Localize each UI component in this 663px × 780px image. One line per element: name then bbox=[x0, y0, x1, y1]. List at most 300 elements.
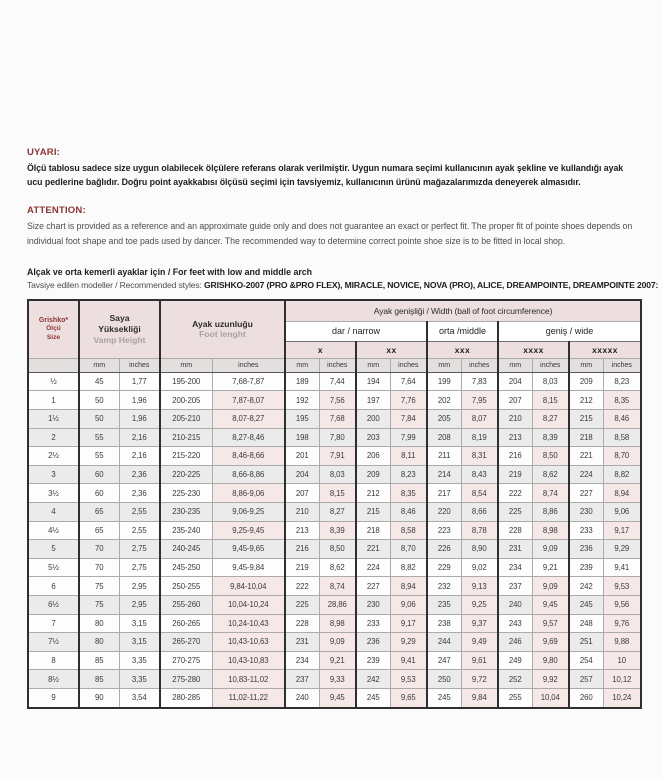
data-cell: 9,06-9,25 bbox=[212, 502, 285, 521]
size-cell: 6½ bbox=[28, 595, 79, 614]
data-cell: 229 bbox=[427, 558, 461, 577]
data-cell: 9,57 bbox=[532, 614, 569, 633]
size-cell: 4 bbox=[28, 502, 79, 521]
data-cell: 9,25 bbox=[461, 595, 498, 614]
styles-value: GRISHKO-2007 (PRO &PRO FLEX), MIRACLE, NOVICE, NOVA (PRO), ALICE, DREAMPOINTE, DREAMPOINTE 2007: bbox=[204, 279, 659, 290]
data-cell: 7,91 bbox=[319, 447, 356, 466]
data-cell: 2,75 bbox=[119, 558, 160, 577]
data-cell: 255-260 bbox=[160, 595, 212, 614]
data-cell: 235-240 bbox=[160, 521, 212, 540]
data-cell: 240 bbox=[498, 595, 532, 614]
data-cell: 227 bbox=[356, 577, 390, 596]
data-cell: 212 bbox=[569, 391, 603, 410]
data-cell: 250 bbox=[427, 670, 461, 689]
data-cell: 60 bbox=[79, 484, 119, 503]
data-cell: 2,95 bbox=[119, 595, 160, 614]
data-cell: 8,90 bbox=[461, 540, 498, 559]
data-cell: 199 bbox=[427, 372, 461, 391]
data-cell: 210 bbox=[498, 410, 532, 429]
data-cell: 260-265 bbox=[160, 614, 212, 633]
data-cell: 7,83 bbox=[461, 372, 498, 391]
size-header-line: Grishko* bbox=[38, 317, 69, 325]
size-cell: 3½ bbox=[28, 484, 79, 503]
data-cell: 216 bbox=[285, 540, 319, 559]
data-cell: 9,53 bbox=[603, 577, 641, 596]
data-cell: 239 bbox=[356, 651, 390, 670]
data-cell: 8,50 bbox=[532, 447, 569, 466]
data-cell: 224 bbox=[569, 465, 603, 484]
data-cell: 230 bbox=[356, 595, 390, 614]
unit-cell-mm: mm bbox=[160, 358, 212, 372]
vamp-header-en: Vamp Height bbox=[93, 334, 146, 345]
size-cell: 6 bbox=[28, 577, 79, 596]
header-row-title bbox=[28, 300, 641, 322]
data-cell: 201 bbox=[285, 447, 319, 466]
data-cell: 10 bbox=[603, 651, 641, 670]
data-cell: 9,21 bbox=[532, 558, 569, 577]
unit-cell-mm: mm bbox=[79, 358, 119, 372]
data-cell: 7,68-7,87 bbox=[212, 372, 285, 391]
data-cell: 7,64 bbox=[390, 372, 427, 391]
data-cell: 9,06 bbox=[603, 502, 641, 521]
data-cell: 218 bbox=[356, 521, 390, 540]
data-cell: 220-225 bbox=[160, 465, 212, 484]
data-cell: 209 bbox=[356, 465, 390, 484]
size-column-header bbox=[28, 300, 79, 359]
table-row bbox=[28, 465, 641, 484]
size-cell: 5½ bbox=[28, 558, 79, 577]
data-cell: 203 bbox=[356, 428, 390, 447]
data-cell: 50 bbox=[79, 410, 119, 429]
data-cell: 3,35 bbox=[119, 651, 160, 670]
foot-length-header bbox=[160, 300, 285, 359]
data-cell: 75 bbox=[79, 577, 119, 596]
data-cell: 242 bbox=[569, 577, 603, 596]
unit-cell-inches: inches bbox=[319, 358, 356, 372]
size-cell: 7½ bbox=[28, 633, 79, 652]
data-cell: 8,27 bbox=[319, 502, 356, 521]
table-row bbox=[28, 484, 641, 503]
table-row bbox=[28, 633, 641, 652]
size-chart-table bbox=[27, 299, 642, 709]
data-cell: 70 bbox=[79, 540, 119, 559]
data-cell: 254 bbox=[569, 651, 603, 670]
data-cell: 195 bbox=[285, 410, 319, 429]
data-cell: 245 bbox=[427, 688, 461, 707]
data-cell: 9,45 bbox=[319, 688, 356, 707]
data-cell: 8,98 bbox=[319, 614, 356, 633]
data-cell: 8,66 bbox=[461, 502, 498, 521]
data-cell: 2,36 bbox=[119, 465, 160, 484]
data-cell: 212 bbox=[356, 484, 390, 503]
data-cell: 9,45 bbox=[532, 595, 569, 614]
data-cell: 195-200 bbox=[160, 372, 212, 391]
data-cell: 3,54 bbox=[119, 688, 160, 707]
data-cell: 1,96 bbox=[119, 391, 160, 410]
data-cell: 9,45-9,84 bbox=[212, 558, 285, 577]
data-cell: 8,78 bbox=[461, 521, 498, 540]
size-cell: 7 bbox=[28, 614, 79, 633]
width-group-middle: orta /middle bbox=[427, 321, 498, 341]
data-cell: 3,15 bbox=[119, 633, 160, 652]
data-cell: 1,96 bbox=[119, 410, 160, 429]
data-cell: 209 bbox=[569, 372, 603, 391]
data-cell: 240 bbox=[285, 688, 319, 707]
data-cell: 7,68 bbox=[319, 410, 356, 429]
data-cell: 237 bbox=[285, 670, 319, 689]
width-class-xx: xx bbox=[356, 341, 427, 358]
data-cell: 8,74 bbox=[532, 484, 569, 503]
width-class-xxxx: xxxx bbox=[498, 341, 569, 358]
width-class-x: x bbox=[285, 341, 356, 358]
data-cell: 9,06 bbox=[390, 595, 427, 614]
data-cell: 231 bbox=[498, 540, 532, 559]
size-cell: 3 bbox=[28, 465, 79, 484]
data-cell: 265-270 bbox=[160, 633, 212, 652]
data-cell: 45 bbox=[79, 372, 119, 391]
data-cell: 8,62 bbox=[319, 558, 356, 577]
data-cell: 228 bbox=[498, 521, 532, 540]
table-row bbox=[28, 577, 641, 596]
data-cell: 50 bbox=[79, 391, 119, 410]
data-cell: 216 bbox=[498, 447, 532, 466]
data-cell: 28,86 bbox=[319, 595, 356, 614]
data-cell: 217 bbox=[427, 484, 461, 503]
data-cell: 219 bbox=[285, 558, 319, 577]
data-cell: 8,43 bbox=[461, 465, 498, 484]
data-cell: 215 bbox=[569, 410, 603, 429]
data-cell: 2,75 bbox=[119, 540, 160, 559]
data-cell: 9,61 bbox=[461, 651, 498, 670]
table-row bbox=[28, 521, 641, 540]
data-cell: 80 bbox=[79, 614, 119, 633]
data-cell: 225 bbox=[285, 595, 319, 614]
data-cell: 2,16 bbox=[119, 447, 160, 466]
data-cell: 210 bbox=[285, 502, 319, 521]
data-cell: 222 bbox=[498, 484, 532, 503]
data-cell: 85 bbox=[79, 670, 119, 689]
table-row bbox=[28, 447, 641, 466]
data-cell: 3,15 bbox=[119, 614, 160, 633]
data-cell: 8,82 bbox=[603, 465, 641, 484]
data-cell: 11,02-11,22 bbox=[212, 688, 285, 707]
data-cell: 240-245 bbox=[160, 540, 212, 559]
size-cell: ½ bbox=[28, 372, 79, 391]
data-cell: 85 bbox=[79, 651, 119, 670]
size-cell: 9 bbox=[28, 688, 79, 707]
data-cell: 218 bbox=[569, 428, 603, 447]
data-cell: 8,62 bbox=[532, 465, 569, 484]
foot-header-tr: Ayak uzunluğu bbox=[192, 318, 253, 329]
table-row bbox=[28, 651, 641, 670]
data-cell: 7,95 bbox=[461, 391, 498, 410]
data-cell: 255 bbox=[498, 688, 532, 707]
data-cell: 219 bbox=[498, 465, 532, 484]
unit-cell-mm: mm bbox=[569, 358, 603, 372]
data-cell: 65 bbox=[79, 521, 119, 540]
data-cell: 220 bbox=[427, 502, 461, 521]
data-cell: 10,83-11,02 bbox=[212, 670, 285, 689]
unit-cell-mm: mm bbox=[356, 358, 390, 372]
data-cell: 280-285 bbox=[160, 688, 212, 707]
table-row bbox=[28, 428, 641, 447]
data-cell: 242 bbox=[356, 670, 390, 689]
data-cell: 198 bbox=[285, 428, 319, 447]
data-cell: 8,27-8,46 bbox=[212, 428, 285, 447]
data-cell: 10,04 bbox=[532, 688, 569, 707]
data-cell: 9,09 bbox=[319, 633, 356, 652]
data-cell: 8,94 bbox=[603, 484, 641, 503]
arch-title: Alçak ve orta kemerli ayaklar için / For feet with low and middle arch bbox=[27, 266, 313, 277]
data-cell: 2,55 bbox=[119, 521, 160, 540]
data-cell: 9,92 bbox=[532, 670, 569, 689]
unit-cell-inches: inches bbox=[119, 358, 160, 372]
data-cell: 9,17 bbox=[390, 614, 427, 633]
width-group-wide: geniş / wide bbox=[498, 321, 641, 341]
data-cell: 8,35 bbox=[603, 391, 641, 410]
data-cell: 9,65 bbox=[390, 688, 427, 707]
data-cell: 65 bbox=[79, 502, 119, 521]
width-class-xxxxx: xxxxx bbox=[569, 341, 641, 358]
data-cell: 202 bbox=[427, 391, 461, 410]
data-cell: 234 bbox=[285, 651, 319, 670]
data-cell: 234 bbox=[498, 558, 532, 577]
data-cell: 9,49 bbox=[461, 633, 498, 652]
attention-heading: ATTENTION: bbox=[27, 204, 86, 216]
data-cell: 9,17 bbox=[603, 521, 641, 540]
data-cell: 225 bbox=[498, 502, 532, 521]
data-cell: 9,84 bbox=[461, 688, 498, 707]
unit-cell-inches: inches bbox=[532, 358, 569, 372]
data-cell: 10,24-10,43 bbox=[212, 614, 285, 633]
data-cell: 8,15 bbox=[319, 484, 356, 503]
size-cell: 8 bbox=[28, 651, 79, 670]
table-row bbox=[28, 688, 641, 707]
data-cell: 189 bbox=[285, 372, 319, 391]
data-cell: 9,88 bbox=[603, 633, 641, 652]
vamp-header-tr: Saya Yüksekliği bbox=[98, 313, 141, 334]
table-row bbox=[28, 558, 641, 577]
data-cell: 10,04-10,24 bbox=[212, 595, 285, 614]
data-cell: 227 bbox=[569, 484, 603, 503]
unit-cell-mm: mm bbox=[285, 358, 319, 372]
unit-cell-inches: inches bbox=[603, 358, 641, 372]
data-cell: 8,03 bbox=[532, 372, 569, 391]
data-cell: 2,55 bbox=[119, 502, 160, 521]
size-cell: 1 bbox=[28, 391, 79, 410]
data-cell: 8,86 bbox=[532, 502, 569, 521]
data-cell: 7,76 bbox=[390, 391, 427, 410]
data-cell: 9,84-10,04 bbox=[212, 577, 285, 596]
document-page bbox=[27, 147, 659, 709]
data-cell: 9,45-9,65 bbox=[212, 540, 285, 559]
data-cell: 215 bbox=[356, 502, 390, 521]
data-cell: 8,23 bbox=[390, 465, 427, 484]
data-cell: 7,87-8,07 bbox=[212, 391, 285, 410]
foot-header-en: Foot lenght bbox=[199, 329, 246, 340]
styles-line bbox=[27, 279, 659, 290]
data-cell: 243 bbox=[498, 614, 532, 633]
data-cell: 236 bbox=[569, 540, 603, 559]
table-row bbox=[28, 372, 641, 391]
data-cell: 9,41 bbox=[390, 651, 427, 670]
data-cell: 9,72 bbox=[461, 670, 498, 689]
data-cell: 70 bbox=[79, 558, 119, 577]
data-cell: 260 bbox=[569, 688, 603, 707]
uyari-heading: UYARI: bbox=[27, 147, 61, 158]
width-section-header: Ayak genişliği / Width (ball of foot circumference) bbox=[285, 300, 641, 322]
data-cell: 215-220 bbox=[160, 447, 212, 466]
data-cell: 8,19 bbox=[461, 428, 498, 447]
data-cell: 8,07-8,27 bbox=[212, 410, 285, 429]
data-cell: 9,13 bbox=[461, 577, 498, 596]
data-cell: 192 bbox=[285, 391, 319, 410]
data-cell: 213 bbox=[285, 521, 319, 540]
data-cell: 9,21 bbox=[319, 651, 356, 670]
data-cell: 8,03 bbox=[319, 465, 356, 484]
data-cell: 247 bbox=[427, 651, 461, 670]
data-cell: 8,46 bbox=[390, 502, 427, 521]
data-cell: 2,16 bbox=[119, 428, 160, 447]
data-cell: 232 bbox=[427, 577, 461, 596]
data-cell: 206 bbox=[356, 447, 390, 466]
data-cell: 214 bbox=[427, 465, 461, 484]
data-cell: 245 bbox=[356, 688, 390, 707]
data-cell: 7,80 bbox=[319, 428, 356, 447]
data-cell: 208 bbox=[427, 428, 461, 447]
unit-cell-mm: mm bbox=[498, 358, 532, 372]
data-cell: 250-255 bbox=[160, 577, 212, 596]
uyari-body: Ölçü tablosu sadece size uygun olabilecek ölçülere referans olarak verilmiştir. Uygun numara seçimi kullanıcının ayak şekline ve kullandığı ayak ucu pedlerine bağlıdır. Doğru point ayakkabısı ölçüsü seçimi için tavsiyemiz, kullanıcının ürünü mağazalarımızda deneyerek almasıdır. bbox=[27, 163, 624, 188]
size-table-body bbox=[28, 372, 641, 707]
data-cell: 10,43-10,63 bbox=[212, 633, 285, 652]
size-cell: 2 bbox=[28, 428, 79, 447]
data-cell: 10,43-10,83 bbox=[212, 651, 285, 670]
data-cell: 210-215 bbox=[160, 428, 212, 447]
data-cell: 223 bbox=[427, 521, 461, 540]
data-cell: 275-280 bbox=[160, 670, 212, 689]
table-row bbox=[28, 670, 641, 689]
data-cell: 9,76 bbox=[603, 614, 641, 633]
data-cell: 80 bbox=[79, 633, 119, 652]
data-cell: 211 bbox=[427, 447, 461, 466]
data-cell: 7,56 bbox=[319, 391, 356, 410]
size-cell: 2½ bbox=[28, 447, 79, 466]
data-cell: 200 bbox=[356, 410, 390, 429]
data-cell: 2,95 bbox=[119, 577, 160, 596]
data-cell: 8,58 bbox=[603, 428, 641, 447]
data-cell: 8,54 bbox=[461, 484, 498, 503]
data-cell: 9,37 bbox=[461, 614, 498, 633]
data-cell: 8,94 bbox=[390, 577, 427, 596]
data-cell: 8,07 bbox=[461, 410, 498, 429]
data-cell: 9,25-9,45 bbox=[212, 521, 285, 540]
data-cell: 90 bbox=[79, 688, 119, 707]
data-cell: 8,86-9,06 bbox=[212, 484, 285, 503]
data-cell: 226 bbox=[427, 540, 461, 559]
data-cell: 207 bbox=[498, 391, 532, 410]
data-cell: 10,24 bbox=[603, 688, 641, 707]
data-cell: 237 bbox=[498, 577, 532, 596]
data-cell: 251 bbox=[569, 633, 603, 652]
data-cell: 231 bbox=[285, 633, 319, 652]
unit-cell-inches: inches bbox=[212, 358, 285, 372]
data-cell: 194 bbox=[356, 372, 390, 391]
data-cell: 8,82 bbox=[390, 558, 427, 577]
data-cell: 8,50 bbox=[319, 540, 356, 559]
table-row bbox=[28, 502, 641, 521]
data-cell: 9,33 bbox=[319, 670, 356, 689]
data-cell: 230 bbox=[569, 502, 603, 521]
size-cell: 5 bbox=[28, 540, 79, 559]
data-cell: 55 bbox=[79, 447, 119, 466]
data-cell: 1,77 bbox=[119, 372, 160, 391]
width-class-xxx: xxx bbox=[427, 341, 498, 358]
data-cell: 257 bbox=[569, 670, 603, 689]
data-cell: 236 bbox=[356, 633, 390, 652]
size-cell: 4½ bbox=[28, 521, 79, 540]
data-cell: 8,74 bbox=[319, 577, 356, 596]
data-cell: 248 bbox=[569, 614, 603, 633]
data-cell: 205 bbox=[427, 410, 461, 429]
data-cell: 230-235 bbox=[160, 502, 212, 521]
data-cell: 9,09 bbox=[532, 540, 569, 559]
data-cell: 9,53 bbox=[390, 670, 427, 689]
data-cell: 252 bbox=[498, 670, 532, 689]
table-row bbox=[28, 391, 641, 410]
data-cell: 204 bbox=[498, 372, 532, 391]
table-row bbox=[28, 614, 641, 633]
data-cell: 239 bbox=[569, 558, 603, 577]
unit-cell-empty bbox=[28, 358, 79, 372]
data-cell: 10,12 bbox=[603, 670, 641, 689]
unit-cell-inches: inches bbox=[461, 358, 498, 372]
data-cell: 245 bbox=[569, 595, 603, 614]
data-cell: 249 bbox=[498, 651, 532, 670]
size-header-line: Ölçü bbox=[46, 325, 61, 333]
data-cell: 8,39 bbox=[532, 428, 569, 447]
table-row bbox=[28, 540, 641, 559]
data-cell: 224 bbox=[356, 558, 390, 577]
data-cell: 8,39 bbox=[319, 521, 356, 540]
data-cell: 7,99 bbox=[390, 428, 427, 447]
data-cell: 7,44 bbox=[319, 372, 356, 391]
data-cell: 200-205 bbox=[160, 391, 212, 410]
size-cell: 8½ bbox=[28, 670, 79, 689]
data-cell: 9,69 bbox=[532, 633, 569, 652]
data-cell: 205-210 bbox=[160, 410, 212, 429]
data-cell: 235 bbox=[427, 595, 461, 614]
data-cell: 221 bbox=[569, 447, 603, 466]
size-cell: 1½ bbox=[28, 410, 79, 429]
data-cell: 75 bbox=[79, 595, 119, 614]
data-cell: 8,23 bbox=[603, 372, 641, 391]
size-header-line: Size bbox=[46, 333, 61, 341]
data-cell: 270-275 bbox=[160, 651, 212, 670]
data-cell: 60 bbox=[79, 465, 119, 484]
data-cell: 197 bbox=[356, 391, 390, 410]
unit-row bbox=[28, 358, 641, 372]
data-cell: 8,27 bbox=[532, 410, 569, 429]
data-cell: 245-250 bbox=[160, 558, 212, 577]
data-cell: 7,84 bbox=[390, 410, 427, 429]
data-cell: 207 bbox=[285, 484, 319, 503]
data-cell: 8,58 bbox=[390, 521, 427, 540]
data-cell: 221 bbox=[356, 540, 390, 559]
data-cell: 8,35 bbox=[390, 484, 427, 503]
data-cell: 8,15 bbox=[532, 391, 569, 410]
data-cell: 8,70 bbox=[390, 540, 427, 559]
